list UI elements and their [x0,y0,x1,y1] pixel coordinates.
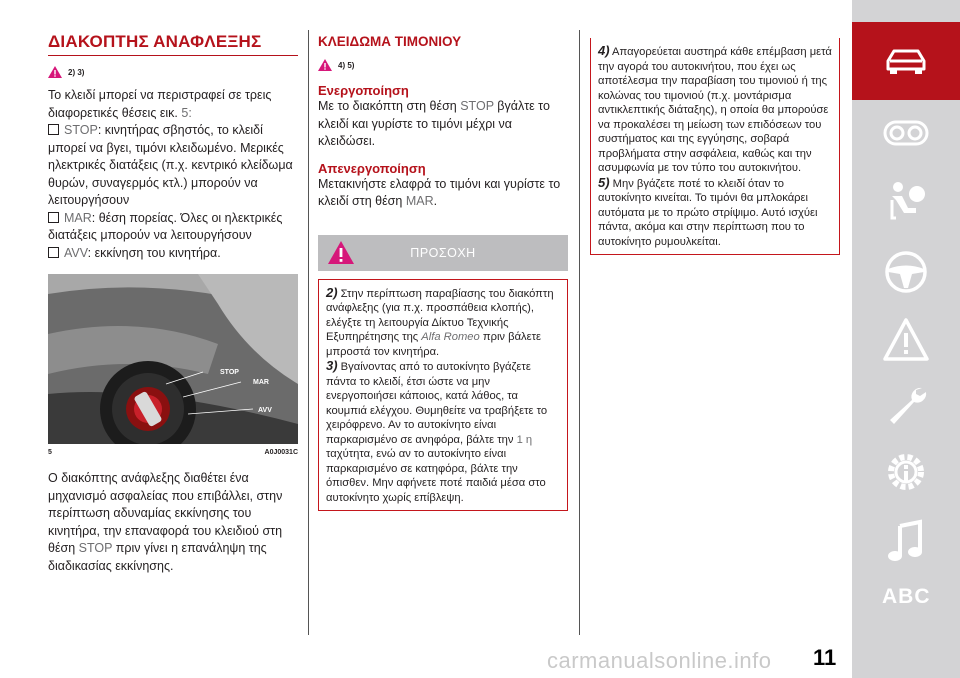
note-4: 4) Απαγορεύεται αυστηρά κάθε επέμβαση μετά την αγορά του αυτοκινήτου, που έχει ως αποτέλεσμα την παραβίαση του τιμονιού ή της κολώνας του τιμονιού (π.χ. μοντάρισμα αντικλεπτικής διάταξης), η οποία θα μπορούσε να προκαλέσει τη μείωση των επιδόσεων του συστήματος και της εγγύησης, σοβαρά προβλήματα στην ασφάλεια, καθώς και την ασυμφωνία με τον τύπο του αυτοκινήτου. [598,43,832,174]
warning-reference: 2) 3) [48,66,298,78]
figure-code: A0J0031C [264,449,298,456]
steering-wheel-icon[interactable] [882,248,930,296]
safety-mechanism-paragraph: Ο διακόπτης ανάφλεξης διαθέτει ένα μηχανισμό ασφαλείας που επιβάλλει, στην περίπτωση αδυναμίας εκκίνησης του κινητήρα, την επαναφορά του κλειδιού στη θέση STOP πριν γίνει η επανάληψη της διαδικασίας εκκίνησης. [48,471,283,573]
intro-paragraph: Το κλειδί μπορεί να περιστραφεί σε τρεις διαφορετικές θέσεις εικ. 5: [48,88,272,120]
stop-label: STOP [220,369,239,376]
activation-text: Με το διακόπτη στη θέση STOP βγάλτε το κλειδί και γυρίστε το τιμόνι μέχρι να κλειδώσει. [318,99,550,148]
warning-triangle-icon [48,66,62,78]
note-5: 5) Μην βγάζετε ποτέ το κλειδί όταν το αυτοκίνητο κινείται. Το τιμόνι θα μπλοκάρει αυτόματα με το πρώτο στρίψιμο. Αυτό ισχύει πάντα, ακόμα και στην περίπτωση που το αυτοκίνητο ρυμουλκείται. [598,174,818,248]
abc-index[interactable]: ABC [882,585,931,608]
warning-reference: 4) 5) [318,59,568,71]
warning-notes [318,279,568,512]
section-heading-ignition: ΔΙΑΚΟΠΤΗΣ ΑΝΑΦΛΕΞΗΣ [48,32,262,51]
column-warnings-continued [590,0,840,255]
warning-header [318,235,568,271]
activation-title: Ενεργοποίηση [318,83,409,98]
section-heading-steering-lock: ΚΛΕΙΔΩΜΑ ΤΙΜΟΝΙΟΥ [318,34,462,49]
mar-label: MAR [253,379,269,386]
watermark: carmanualsonline.info [547,648,772,673]
avv-position-item: AVV: εκκίνηση του κινητήρα. [48,245,298,263]
dashboard-icon[interactable] [882,108,930,156]
music-note-icon[interactable] [882,518,930,566]
car-icon[interactable] [882,37,930,85]
column-steering-lock [318,0,568,511]
warning-notes-continued [590,38,840,255]
figure-caption [48,449,298,456]
warning-triangle-icon [318,59,332,71]
ignition-switch-photo [48,274,298,444]
note-2: 2) Στην περίπτωση παραβίασης του διακόπτη ανάφλεξης (για π.χ. προσπάθεια κλοπής), ελέγξτε τη λειτουργία Δίκτυο Τεχνικής Εξυπηρέτησης της Alfa Romeo πριν βάλετε μπροστά τον κινητήρα. [326,284,554,358]
column-ignition-switch [48,0,298,575]
deactivation-title: Απενεργοποίηση [318,160,426,176]
mar-position-item: MAR: θέση πορείας. Όλες οι ηλεκτρικές διατάξεις μπορούν να λειτουργήσουν [48,210,283,242]
figure-number: 5 [48,449,52,456]
checkbox-square-icon [48,247,59,258]
avv-label: AVV [258,407,272,414]
column-divider [308,30,309,635]
wrench-icon[interactable] [882,382,930,430]
checkbox-square-icon [48,212,59,223]
warning-icon[interactable] [882,316,930,364]
airbag-icon[interactable] [882,178,930,226]
column-divider [579,30,580,635]
deactivation-text: Μετακινήστε ελαφρά το τιμόνι και γυρίστε το κλειδί στη θέση MAR. [318,176,561,208]
stop-position-item: STOP: κινητήρας σβηστός, το κλειδί μπορεί να βγει, τιμόνι κλειδωμένο. Μερικές ηλεκτρικές διατάξεις (π.χ. κεντρικό κλείδωμα θυρών, συναγερμός κτλ.) μπορούν να λειτουργήσουν [48,123,293,207]
gear-service-icon[interactable] [882,448,930,496]
checkbox-square-icon [48,124,59,135]
page-number: 11 [813,645,837,670]
ignition-switch-illustration [48,274,298,444]
chapter-sidebar [852,0,960,678]
warning-box [318,235,568,512]
note-3: 3) Βγαίνοντας από το αυτοκίνητο βγάζετε πάντα το κλειδί, έτσι ώστε να μην ενεργοποιήσει κάποιος, κατά λάθος, τα κουμπιά ελέγχου. Θυμηθείτε να τραβήξετε το χειρόφρενο. Αν το αυτοκίνητο είναι παρκαρισμένο σε ανηφόρα, βάλτε την 1 η ταχύτητα, ενώ αν το αυτοκίνητο είναι παρκαρισμένο σε κατηφόρα, βάλτε την όπισθεν. Μην αφήνετε ποτέ παιδιά μέσα στο αυτοκίνητο χωρίς επίβλεψη. [326,358,548,504]
heading-rule [48,55,298,56]
warning-title: ΠΡΟΣΟΧΗ [410,245,476,260]
